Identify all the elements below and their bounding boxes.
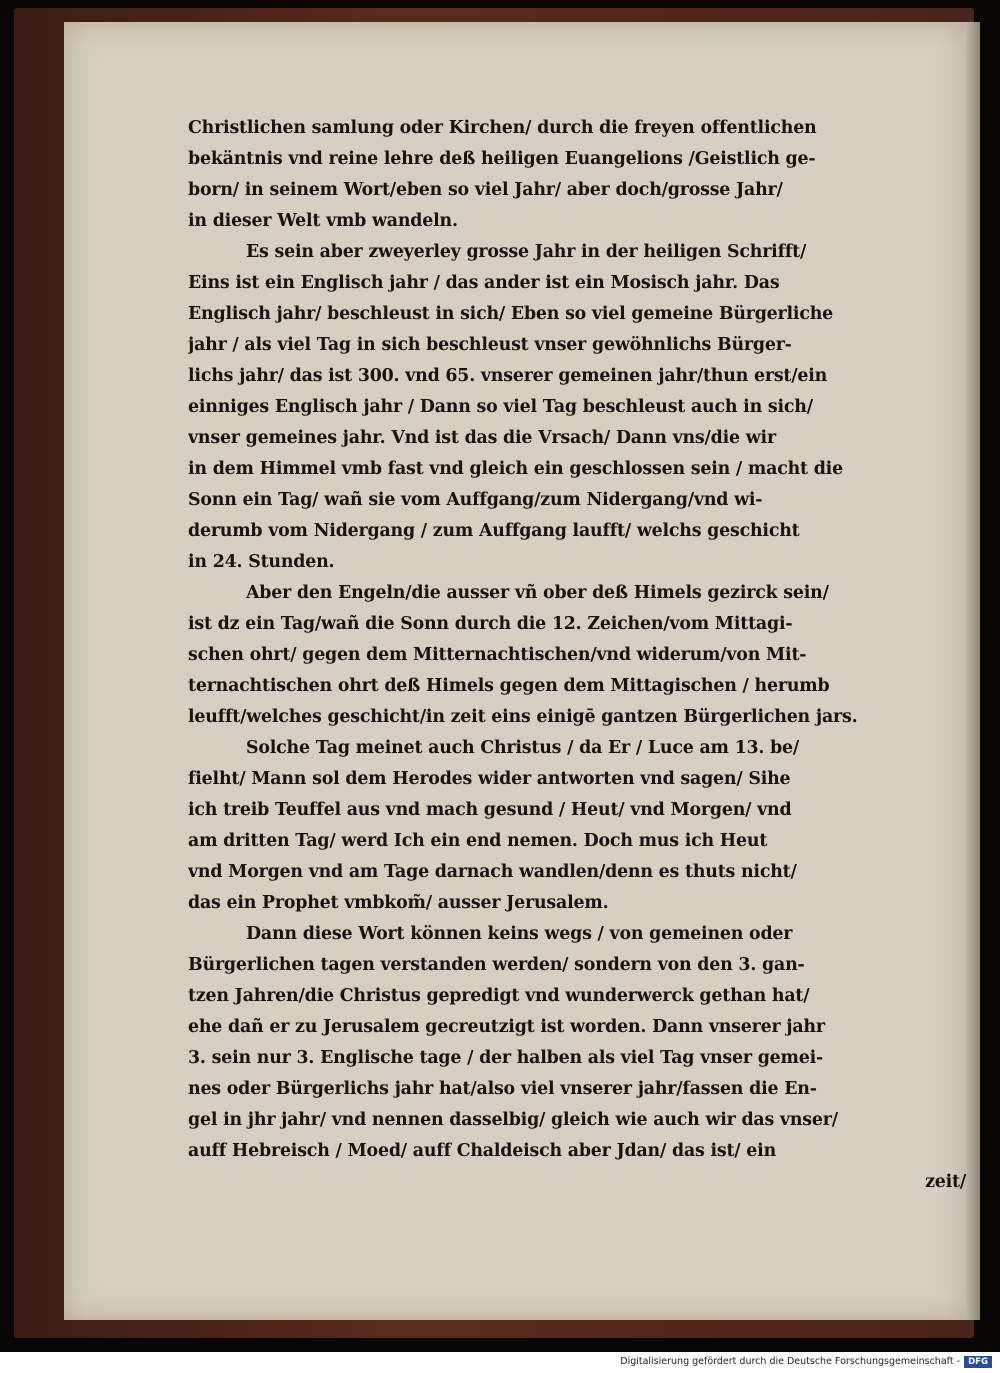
text-line: 3. sein nur 3. Englische tage / der halben als viel Tag vnser gemei-: [188, 1048, 824, 1068]
text-line: vnd Morgen vnd am Tage darnach wandlen/denn es thuts nicht/: [188, 862, 797, 882]
text-line: Christlichen samlung oder Kirchen/ durch die freyen offentlichen: [188, 118, 817, 138]
text-line: am dritten Tag/ werd Ich ein end nemen. Doch mus ich Heut: [188, 831, 768, 851]
text-line: nes oder Bürgerlichs jahr hat/also viel vnserer jahr/fassen die En-: [188, 1079, 817, 1099]
text-line: in 24. Stunden.: [188, 552, 335, 572]
text-line: ehe dañ er zu Jerusalem gecreutzigt ist worden. Dann vnserer jahr: [188, 1017, 825, 1037]
text-line: auff Hebreisch / Moed/ auff Chaldeisch aber Jdan/ das ist/ ein: [188, 1141, 777, 1161]
text-line: Eins ist ein Englisch jahr / das ander ist ein Mosisch jahr. Das: [188, 273, 780, 293]
text-line: Solche Tag meinet auch Christus / da Er / Luce am 13. be/: [246, 738, 800, 758]
text-line: jahr / als viel Tag in sich beschleust vnser gewöhnlichs Bürger-: [188, 335, 792, 355]
text-line: ternachtischen ohrt deß Himels gegen dem Mittagischen / herumb: [188, 676, 830, 696]
text-line: gel in jhr jahr/ vnd nennen dasselbig/ gleich wie auch wir das vnser/: [188, 1110, 838, 1130]
text-line: Aber den Engeln/die ausser vñ ober deß Himels gezirck sein/: [246, 583, 829, 603]
text-line: in dieser Welt vmb wandeln.: [188, 211, 458, 231]
text-line: Dann diese Wort können keins wegs / von gemeinen oder: [246, 924, 793, 944]
text-line: tzen Jahren/die Christus gepredigt vnd wunderwerck gethan hat/: [188, 986, 810, 1006]
text-line: Englisch jahr/ beschleust in sich/ Eben so viel gemeine Bürgerliche: [188, 304, 834, 324]
page-text-block: [188, 113, 970, 1198]
text-line: ich treib Teuffel aus vnd mach gesund / Heut/ vnd Morgen/ vnd: [188, 800, 792, 820]
catchword: zeit/: [925, 1172, 966, 1192]
text-line: fielht/ Mann sol dem Herodes wider antworten vnd sagen/ Sihe: [188, 769, 791, 789]
text-line: schen ohrt/ gegen dem Mitternachtischen/vnd widerum/von Mit-: [188, 645, 807, 665]
text-line: vnser gemeines jahr. Vnd ist das die Vrsach/ Dann vns/die wir: [188, 428, 776, 448]
footer-credit: Digitalisierung gefördert durch die Deutsche Forschungsgemeinschaft -: [620, 1356, 960, 1367]
text-line: bekäntnis vnd reine lehre deß heiligen Euangelions /Geistlich ge-: [188, 149, 816, 169]
footer-bar: [0, 1352, 1000, 1373]
text-line: einniges Englisch jahr / Dann so viel Tag beschleust auch in sich/: [188, 397, 813, 417]
text-line: lichs jahr/ das ist 300. vnd 65. vnserer gemeinen jahr/thun erst/ein: [188, 366, 828, 386]
text-line: das ein Prophet vmbkom̃/ ausser Jerusalem.: [188, 893, 609, 913]
text-line: leufft/welches geschicht/in zeit eins einigē gantzen Bürgerlichen jars.: [188, 707, 858, 727]
dfg-logo-icon: DFG: [964, 1356, 992, 1368]
text-line: born/ in seinem Wort/eben so viel Jahr/ aber doch/grosse Jahr/: [188, 180, 783, 200]
text-line: Bürgerlichen tagen verstanden werden/ sondern von den 3. gan-: [188, 955, 805, 975]
text-line: derumb vom Nidergang / zum Auffgang laufft/ welchs geschicht: [188, 521, 800, 541]
text-line: Es sein aber zweyerley grosse Jahr in der heiligen Schrifft/: [246, 242, 807, 262]
text-line: Sonn ein Tag/ wañ sie vom Auffgang/zum Nidergang/vnd wi-: [188, 490, 763, 510]
text-line: in dem Himmel vmb fast vnd gleich ein geschlossen sein / macht die: [188, 459, 843, 479]
text-line: ist dz ein Tag/wañ die Sonn durch die 12. Zeichen/vom Mittagi-: [188, 614, 793, 634]
